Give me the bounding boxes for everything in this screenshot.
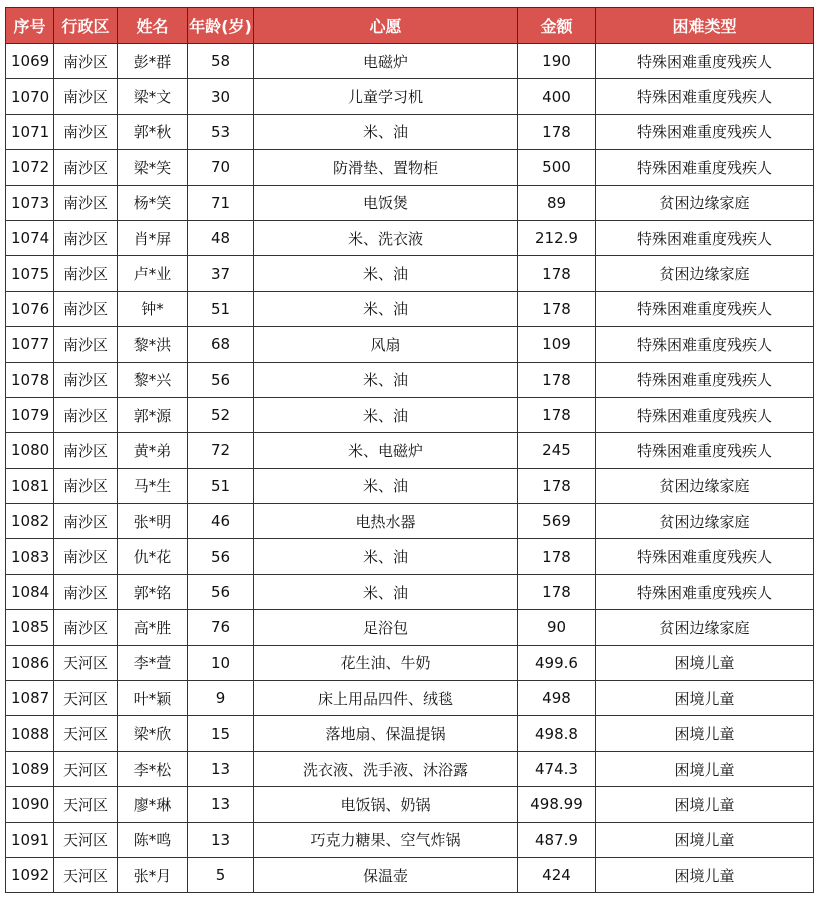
id-cell: 1079 (6, 397, 54, 432)
name-cell: 郭*秋 (118, 114, 188, 149)
district-cell: 南沙区 (54, 150, 118, 185)
age-cell: 76 (188, 610, 254, 645)
id-cell: 1072 (6, 150, 54, 185)
name-cell: 仇*花 (118, 539, 188, 574)
hardship-type-cell: 特殊困难重度残疾人 (596, 291, 814, 326)
amount-cell: 109 (518, 327, 596, 362)
header-amount: 金额 (518, 8, 596, 44)
id-cell: 1084 (6, 574, 54, 609)
table-body (6, 44, 814, 893)
table-row (6, 114, 814, 149)
header-hardship-type: 困难类型 (596, 8, 814, 44)
table-row (6, 822, 814, 857)
name-cell: 李*松 (118, 751, 188, 786)
district-cell: 南沙区 (54, 327, 118, 362)
wish-cell: 米、油 (254, 468, 518, 503)
wish-cell: 风扇 (254, 327, 518, 362)
amount-cell: 178 (518, 291, 596, 326)
id-cell: 1076 (6, 291, 54, 326)
amount-cell: 498.99 (518, 787, 596, 822)
hardship-type-cell: 贫困边缘家庭 (596, 468, 814, 503)
id-cell: 1078 (6, 362, 54, 397)
wish-cell: 米、油 (254, 362, 518, 397)
district-cell: 天河区 (54, 716, 118, 751)
amount-cell: 212.9 (518, 220, 596, 255)
wish-cell: 米、洗衣液 (254, 220, 518, 255)
table-row (6, 150, 814, 185)
header-row (6, 8, 814, 44)
amount-cell: 178 (518, 574, 596, 609)
wish-cell: 电饭煲 (254, 185, 518, 220)
district-cell: 南沙区 (54, 220, 118, 255)
wish-cell: 防滑垫、置物柜 (254, 150, 518, 185)
id-cell: 1074 (6, 220, 54, 255)
wish-cell: 落地扇、保温提锅 (254, 716, 518, 751)
header-age: 年龄(岁) (188, 8, 254, 44)
age-cell: 46 (188, 504, 254, 539)
amount-cell: 178 (518, 114, 596, 149)
name-cell: 黎*兴 (118, 362, 188, 397)
hardship-type-cell: 困境儿童 (596, 681, 814, 716)
id-cell: 1091 (6, 822, 54, 857)
hardship-type-cell: 特殊困难重度残疾人 (596, 220, 814, 255)
wish-cell: 洗衣液、洗手液、沐浴露 (254, 751, 518, 786)
hardship-type-cell: 贫困边缘家庭 (596, 610, 814, 645)
wish-cell: 花生油、牛奶 (254, 645, 518, 680)
name-cell: 郭*源 (118, 397, 188, 432)
table-row (6, 787, 814, 822)
header-wish: 心愿 (254, 8, 518, 44)
name-cell: 黄*弟 (118, 433, 188, 468)
name-cell: 梁*文 (118, 79, 188, 114)
hardship-type-cell: 困境儿童 (596, 787, 814, 822)
amount-cell: 400 (518, 79, 596, 114)
district-cell: 南沙区 (54, 114, 118, 149)
name-cell: 黎*洪 (118, 327, 188, 362)
age-cell: 37 (188, 256, 254, 291)
hardship-type-cell: 困境儿童 (596, 751, 814, 786)
name-cell: 钟* (118, 291, 188, 326)
header-name: 姓名 (118, 8, 188, 44)
id-cell: 1069 (6, 44, 54, 79)
table-row (6, 79, 814, 114)
wish-cell: 足浴包 (254, 610, 518, 645)
amount-cell: 178 (518, 256, 596, 291)
id-cell: 1073 (6, 185, 54, 220)
name-cell: 张*月 (118, 857, 188, 892)
id-cell: 1088 (6, 716, 54, 751)
district-cell: 南沙区 (54, 362, 118, 397)
hardship-type-cell: 困境儿童 (596, 822, 814, 857)
hardship-type-cell: 特殊困难重度残疾人 (596, 362, 814, 397)
table-row (6, 857, 814, 892)
amount-cell: 569 (518, 504, 596, 539)
district-cell: 天河区 (54, 822, 118, 857)
table-row (6, 716, 814, 751)
amount-cell: 178 (518, 468, 596, 503)
amount-cell: 178 (518, 362, 596, 397)
hardship-type-cell: 困境儿童 (596, 857, 814, 892)
district-cell: 天河区 (54, 751, 118, 786)
id-cell: 1075 (6, 256, 54, 291)
district-cell: 南沙区 (54, 504, 118, 539)
table-row (6, 291, 814, 326)
amount-cell: 424 (518, 857, 596, 892)
name-cell: 高*胜 (118, 610, 188, 645)
hardship-type-cell: 困境儿童 (596, 645, 814, 680)
id-cell: 1080 (6, 433, 54, 468)
age-cell: 15 (188, 716, 254, 751)
id-cell: 1089 (6, 751, 54, 786)
table-row (6, 185, 814, 220)
table-row (6, 468, 814, 503)
table-row (6, 504, 814, 539)
hardship-type-cell: 特殊困难重度残疾人 (596, 327, 814, 362)
hardship-type-cell: 特殊困难重度残疾人 (596, 539, 814, 574)
age-cell: 71 (188, 185, 254, 220)
wish-cell: 保温壶 (254, 857, 518, 892)
age-cell: 48 (188, 220, 254, 255)
district-cell: 南沙区 (54, 574, 118, 609)
age-cell: 13 (188, 822, 254, 857)
name-cell: 梁*笑 (118, 150, 188, 185)
name-cell: 肖*屏 (118, 220, 188, 255)
name-cell: 郭*铭 (118, 574, 188, 609)
table-row (6, 44, 814, 79)
hardship-type-cell: 特殊困难重度残疾人 (596, 574, 814, 609)
age-cell: 52 (188, 397, 254, 432)
age-cell: 10 (188, 645, 254, 680)
table-row (6, 256, 814, 291)
amount-cell: 498.8 (518, 716, 596, 751)
district-cell: 天河区 (54, 787, 118, 822)
district-cell: 天河区 (54, 681, 118, 716)
hardship-type-cell: 特殊困难重度残疾人 (596, 150, 814, 185)
id-cell: 1082 (6, 504, 54, 539)
wish-list-table (5, 7, 814, 893)
id-cell: 1083 (6, 539, 54, 574)
wish-cell: 电热水器 (254, 504, 518, 539)
wish-cell: 床上用品四件、绒毯 (254, 681, 518, 716)
district-cell: 南沙区 (54, 256, 118, 291)
table-row (6, 610, 814, 645)
hardship-type-cell: 贫困边缘家庭 (596, 504, 814, 539)
amount-cell: 89 (518, 185, 596, 220)
wish-cell: 米、电磁炉 (254, 433, 518, 468)
wish-cell: 电磁炉 (254, 44, 518, 79)
age-cell: 5 (188, 857, 254, 892)
name-cell: 卢*业 (118, 256, 188, 291)
hardship-type-cell: 贫困边缘家庭 (596, 185, 814, 220)
wish-list-table-container (5, 7, 814, 893)
age-cell: 56 (188, 362, 254, 397)
id-cell: 1092 (6, 857, 54, 892)
table-row (6, 327, 814, 362)
age-cell: 51 (188, 468, 254, 503)
wish-cell: 米、油 (254, 256, 518, 291)
district-cell: 南沙区 (54, 397, 118, 432)
wish-cell: 巧克力糖果、空气炸锅 (254, 822, 518, 857)
wish-cell: 电饭锅、奶锅 (254, 787, 518, 822)
age-cell: 68 (188, 327, 254, 362)
district-cell: 南沙区 (54, 44, 118, 79)
district-cell: 南沙区 (54, 610, 118, 645)
amount-cell: 487.9 (518, 822, 596, 857)
table-row (6, 220, 814, 255)
table-row (6, 397, 814, 432)
hardship-type-cell: 特殊困难重度残疾人 (596, 44, 814, 79)
hardship-type-cell: 困境儿童 (596, 716, 814, 751)
age-cell: 53 (188, 114, 254, 149)
age-cell: 9 (188, 681, 254, 716)
amount-cell: 178 (518, 397, 596, 432)
age-cell: 51 (188, 291, 254, 326)
amount-cell: 90 (518, 610, 596, 645)
name-cell: 张*明 (118, 504, 188, 539)
amount-cell: 474.3 (518, 751, 596, 786)
table-row (6, 433, 814, 468)
amount-cell: 498 (518, 681, 596, 716)
age-cell: 13 (188, 787, 254, 822)
wish-cell: 米、油 (254, 539, 518, 574)
district-cell: 南沙区 (54, 185, 118, 220)
wish-cell: 米、油 (254, 574, 518, 609)
age-cell: 56 (188, 539, 254, 574)
id-cell: 1070 (6, 79, 54, 114)
table-row (6, 645, 814, 680)
header-district: 行政区 (54, 8, 118, 44)
id-cell: 1077 (6, 327, 54, 362)
district-cell: 天河区 (54, 857, 118, 892)
table-row (6, 751, 814, 786)
wish-cell: 米、油 (254, 114, 518, 149)
name-cell: 廖*琳 (118, 787, 188, 822)
wish-cell: 儿童学习机 (254, 79, 518, 114)
table-row (6, 574, 814, 609)
name-cell: 杨*笑 (118, 185, 188, 220)
id-cell: 1085 (6, 610, 54, 645)
id-cell: 1087 (6, 681, 54, 716)
wish-cell: 米、油 (254, 291, 518, 326)
district-cell: 南沙区 (54, 433, 118, 468)
name-cell: 陈*鸣 (118, 822, 188, 857)
district-cell: 南沙区 (54, 468, 118, 503)
name-cell: 叶*颖 (118, 681, 188, 716)
hardship-type-cell: 特殊困难重度残疾人 (596, 79, 814, 114)
table-row (6, 362, 814, 397)
district-cell: 南沙区 (54, 79, 118, 114)
district-cell: 南沙区 (54, 291, 118, 326)
age-cell: 30 (188, 79, 254, 114)
header-id: 序号 (6, 8, 54, 44)
amount-cell: 500 (518, 150, 596, 185)
amount-cell: 499.6 (518, 645, 596, 680)
amount-cell: 178 (518, 539, 596, 574)
id-cell: 1086 (6, 645, 54, 680)
amount-cell: 190 (518, 44, 596, 79)
hardship-type-cell: 贫困边缘家庭 (596, 256, 814, 291)
hardship-type-cell: 特殊困难重度残疾人 (596, 433, 814, 468)
age-cell: 56 (188, 574, 254, 609)
name-cell: 李*萱 (118, 645, 188, 680)
id-cell: 1081 (6, 468, 54, 503)
table-row (6, 539, 814, 574)
age-cell: 58 (188, 44, 254, 79)
table-row (6, 681, 814, 716)
name-cell: 彭*群 (118, 44, 188, 79)
district-cell: 天河区 (54, 645, 118, 680)
district-cell: 南沙区 (54, 539, 118, 574)
wish-cell: 米、油 (254, 397, 518, 432)
hardship-type-cell: 特殊困难重度残疾人 (596, 114, 814, 149)
age-cell: 72 (188, 433, 254, 468)
hardship-type-cell: 特殊困难重度残疾人 (596, 397, 814, 432)
age-cell: 13 (188, 751, 254, 786)
amount-cell: 245 (518, 433, 596, 468)
name-cell: 马*生 (118, 468, 188, 503)
id-cell: 1090 (6, 787, 54, 822)
name-cell: 梁*欣 (118, 716, 188, 751)
id-cell: 1071 (6, 114, 54, 149)
age-cell: 70 (188, 150, 254, 185)
